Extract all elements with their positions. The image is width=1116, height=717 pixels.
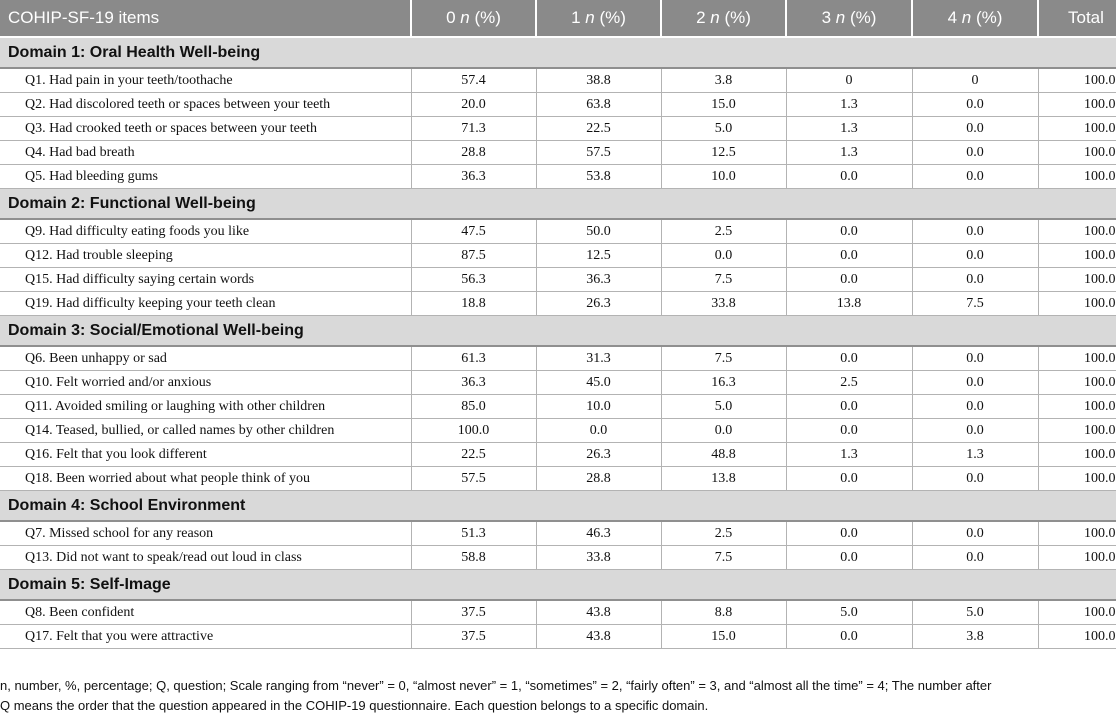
domain-header-row <box>0 37 1116 68</box>
item-cell: Q11. Avoided smiling or laughing with other children <box>0 395 411 419</box>
domain-header-row <box>0 189 1116 220</box>
table-row <box>0 117 1116 141</box>
score-0-cell: 51.3 <box>411 521 536 546</box>
score-3-cell: 0.0 <box>786 346 912 371</box>
total-cell: 100.0 <box>1038 346 1116 371</box>
score-0-cell: 36.3 <box>411 165 536 189</box>
score-4-cell: 0.0 <box>912 141 1038 165</box>
score-4-cell: 0.0 <box>912 395 1038 419</box>
score-4-cell: 1.3 <box>912 443 1038 467</box>
score-1-cell: 46.3 <box>536 521 661 546</box>
header-score-4: 4 n (%) <box>912 0 1038 37</box>
total-cell: 100.0 <box>1038 600 1116 625</box>
score-3-cell: 13.8 <box>786 292 912 316</box>
domain-title: Domain 3: Social/Emotional Well-being <box>0 316 1116 347</box>
score-4-cell: 7.5 <box>912 292 1038 316</box>
table-body <box>0 37 1116 649</box>
score-0-cell: 20.0 <box>411 93 536 117</box>
score-1-cell: 31.3 <box>536 346 661 371</box>
score-2-cell: 8.8 <box>661 600 786 625</box>
score-0-cell: 22.5 <box>411 443 536 467</box>
header-score-2: 2 n (%) <box>661 0 786 37</box>
score-4-cell: 0.0 <box>912 165 1038 189</box>
score-2-cell: 13.8 <box>661 467 786 491</box>
header-items: COHIP-SF-19 items <box>0 0 411 37</box>
score-2-cell: 16.3 <box>661 371 786 395</box>
score-3-cell: 0.0 <box>786 165 912 189</box>
item-cell: Q10. Felt worried and/or anxious <box>0 371 411 395</box>
score-3-cell: 0.0 <box>786 521 912 546</box>
item-cell: Q12. Had trouble sleeping <box>0 244 411 268</box>
item-cell: Q14. Teased, bullied, or called names by other children <box>0 419 411 443</box>
total-cell: 100.0 <box>1038 165 1116 189</box>
score-2-cell: 33.8 <box>661 292 786 316</box>
table-row <box>0 467 1116 491</box>
table-row <box>0 141 1116 165</box>
score-1-cell: 53.8 <box>536 165 661 189</box>
item-cell: Q7. Missed school for any reason <box>0 521 411 546</box>
total-cell: 100.0 <box>1038 117 1116 141</box>
table-row <box>0 443 1116 467</box>
item-cell: Q13. Did not want to speak/read out loud in class <box>0 546 411 570</box>
score-2-cell: 15.0 <box>661 625 786 649</box>
score-1-cell: 0.0 <box>536 419 661 443</box>
score-3-cell: 1.3 <box>786 141 912 165</box>
table-row <box>0 395 1116 419</box>
total-cell: 100.0 <box>1038 443 1116 467</box>
table-row <box>0 419 1116 443</box>
score-4-cell: 0.0 <box>912 219 1038 244</box>
total-cell: 100.0 <box>1038 219 1116 244</box>
score-1-cell: 33.8 <box>536 546 661 570</box>
score-2-cell: 3.8 <box>661 68 786 93</box>
score-4-cell: 3.8 <box>912 625 1038 649</box>
score-4-cell: 0.0 <box>912 244 1038 268</box>
header-score-3: 3 n (%) <box>786 0 912 37</box>
score-0-cell: 36.3 <box>411 371 536 395</box>
score-1-cell: 38.8 <box>536 68 661 93</box>
table-row <box>0 625 1116 649</box>
score-3-cell: 0 <box>786 68 912 93</box>
score-4-cell: 0.0 <box>912 371 1038 395</box>
score-0-cell: 18.8 <box>411 292 536 316</box>
score-0-cell: 28.8 <box>411 141 536 165</box>
total-cell: 100.0 <box>1038 68 1116 93</box>
total-cell: 100.0 <box>1038 467 1116 491</box>
total-cell: 100.0 <box>1038 371 1116 395</box>
item-cell: Q16. Felt that you look different <box>0 443 411 467</box>
item-cell: Q5. Had bleeding gums <box>0 165 411 189</box>
score-4-cell: 5.0 <box>912 600 1038 625</box>
total-cell: 100.0 <box>1038 93 1116 117</box>
score-0-cell: 57.5 <box>411 467 536 491</box>
score-3-cell: 0.0 <box>786 467 912 491</box>
item-cell: Q1. Had pain in your teeth/toothache <box>0 68 411 93</box>
score-4-cell: 0.0 <box>912 346 1038 371</box>
score-1-cell: 26.3 <box>536 443 661 467</box>
score-0-cell: 37.5 <box>411 600 536 625</box>
total-cell: 100.0 <box>1038 521 1116 546</box>
score-2-cell: 0.0 <box>661 244 786 268</box>
score-4-cell: 0.0 <box>912 521 1038 546</box>
total-cell: 100.0 <box>1038 546 1116 570</box>
table-row <box>0 68 1116 93</box>
table-row <box>0 371 1116 395</box>
table-row <box>0 600 1116 625</box>
score-0-cell: 61.3 <box>411 346 536 371</box>
total-cell: 100.0 <box>1038 395 1116 419</box>
domain-title: Domain 2: Functional Well-being <box>0 189 1116 220</box>
score-1-cell: 43.8 <box>536 600 661 625</box>
score-3-cell: 1.3 <box>786 443 912 467</box>
score-2-cell: 0.0 <box>661 419 786 443</box>
score-3-cell: 0.0 <box>786 244 912 268</box>
score-4-cell: 0.0 <box>912 117 1038 141</box>
score-2-cell: 7.5 <box>661 268 786 292</box>
item-cell: Q9. Had difficulty eating foods you like <box>0 219 411 244</box>
score-0-cell: 57.4 <box>411 68 536 93</box>
score-3-cell: 0.0 <box>786 395 912 419</box>
score-1-cell: 43.8 <box>536 625 661 649</box>
score-4-cell: 0.0 <box>912 546 1038 570</box>
score-2-cell: 2.5 <box>661 521 786 546</box>
score-2-cell: 5.0 <box>661 117 786 141</box>
score-1-cell: 36.3 <box>536 268 661 292</box>
table-footnote <box>0 676 1116 716</box>
domain-title: Domain 4: School Environment <box>0 491 1116 522</box>
score-0-cell: 87.5 <box>411 244 536 268</box>
total-cell: 100.0 <box>1038 268 1116 292</box>
score-0-cell: 71.3 <box>411 117 536 141</box>
score-4-cell: 0.0 <box>912 268 1038 292</box>
table-row <box>0 165 1116 189</box>
total-cell: 100.0 <box>1038 419 1116 443</box>
total-cell: 100.0 <box>1038 244 1116 268</box>
table-row <box>0 346 1116 371</box>
score-2-cell: 7.5 <box>661 546 786 570</box>
score-1-cell: 63.8 <box>536 93 661 117</box>
item-cell: Q2. Had discolored teeth or spaces between your teeth <box>0 93 411 117</box>
score-2-cell: 48.8 <box>661 443 786 467</box>
score-0-cell: 58.8 <box>411 546 536 570</box>
score-1-cell: 10.0 <box>536 395 661 419</box>
score-1-cell: 26.3 <box>536 292 661 316</box>
score-0-cell: 56.3 <box>411 268 536 292</box>
domain-title: Domain 5: Self-Image <box>0 570 1116 601</box>
score-2-cell: 2.5 <box>661 219 786 244</box>
score-4-cell: 0.0 <box>912 93 1038 117</box>
footnote-line-1: n, number, %, percentage; Q, question; Scale ranging from “never” = 0, “almost never” = 1, “sometimes” = 2, “fairly often” = 3, and “almost all the time” = 4; The number after <box>0 678 992 693</box>
total-cell: 100.0 <box>1038 141 1116 165</box>
score-2-cell: 12.5 <box>661 141 786 165</box>
domain-header-row <box>0 316 1116 347</box>
item-cell: Q4. Had bad breath <box>0 141 411 165</box>
score-3-cell: 0.0 <box>786 625 912 649</box>
score-3-cell: 1.3 <box>786 93 912 117</box>
score-3-cell: 5.0 <box>786 600 912 625</box>
total-cell: 100.0 <box>1038 625 1116 649</box>
score-0-cell: 85.0 <box>411 395 536 419</box>
item-cell: Q19. Had difficulty keeping your teeth clean <box>0 292 411 316</box>
score-0-cell: 47.5 <box>411 219 536 244</box>
item-cell: Q6. Been unhappy or sad <box>0 346 411 371</box>
score-2-cell: 7.5 <box>661 346 786 371</box>
header-row <box>0 0 1116 37</box>
score-3-cell: 0.0 <box>786 219 912 244</box>
score-3-cell: 0.0 <box>786 268 912 292</box>
score-3-cell: 0.0 <box>786 419 912 443</box>
score-3-cell: 1.3 <box>786 117 912 141</box>
table-row <box>0 546 1116 570</box>
item-cell: Q18. Been worried about what people think of you <box>0 467 411 491</box>
score-1-cell: 57.5 <box>536 141 661 165</box>
score-2-cell: 10.0 <box>661 165 786 189</box>
score-1-cell: 45.0 <box>536 371 661 395</box>
domain-title: Domain 1: Oral Health Well-being <box>0 37 1116 68</box>
table-row <box>0 244 1116 268</box>
table-row <box>0 93 1116 117</box>
item-cell: Q8. Been confident <box>0 600 411 625</box>
score-1-cell: 28.8 <box>536 467 661 491</box>
domain-header-row <box>0 491 1116 522</box>
score-2-cell: 5.0 <box>661 395 786 419</box>
score-1-cell: 50.0 <box>536 219 661 244</box>
footnote-line-2: Q means the order that the question appeared in the COHIP-19 questionnaire. Each question belongs to a specific domain. <box>0 698 709 713</box>
item-cell: Q15. Had difficulty saying certain words <box>0 268 411 292</box>
table-row <box>0 521 1116 546</box>
score-0-cell: 37.5 <box>411 625 536 649</box>
score-2-cell: 15.0 <box>661 93 786 117</box>
header-score-1: 1 n (%) <box>536 0 661 37</box>
score-1-cell: 22.5 <box>536 117 661 141</box>
item-cell: Q3. Had crooked teeth or spaces between your teeth <box>0 117 411 141</box>
score-3-cell: 0.0 <box>786 546 912 570</box>
item-cell: Q17. Felt that you were attractive <box>0 625 411 649</box>
header-score-0: 0 n (%) <box>411 0 536 37</box>
score-4-cell: 0 <box>912 68 1038 93</box>
score-4-cell: 0.0 <box>912 419 1038 443</box>
header-total: Total <box>1038 0 1116 37</box>
score-3-cell: 2.5 <box>786 371 912 395</box>
domain-header-row <box>0 570 1116 601</box>
score-1-cell: 12.5 <box>536 244 661 268</box>
score-0-cell: 100.0 <box>411 419 536 443</box>
score-4-cell: 0.0 <box>912 467 1038 491</box>
total-cell: 100.0 <box>1038 292 1116 316</box>
table-row <box>0 292 1116 316</box>
table-row <box>0 219 1116 244</box>
table-row <box>0 268 1116 292</box>
